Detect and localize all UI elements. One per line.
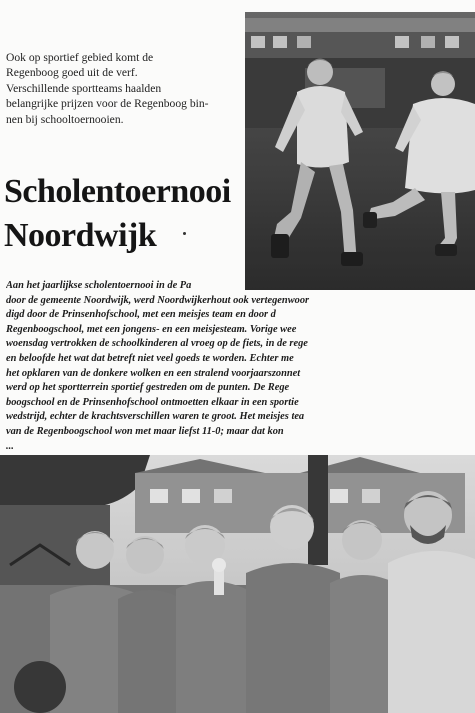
soccer-girls-photo-image [245,12,475,290]
soccer-girls-photo [245,12,475,290]
article-line: werd op het sportterrein sportief gestreden om de punten. De Rege [6,382,290,394]
decorative-dot [183,232,186,235]
article-line: ... [6,440,14,452]
headline-line-1: Scholentoernooi [4,173,231,210]
team-photo [0,455,475,713]
headline-line-2: Noordwijk [4,217,157,254]
article-line: woensdag vertrokken de schoolkinderen al vroeg op de fiets, in de rege [6,338,308,350]
intro-line: Regenboog goed uit de verf. [6,66,138,80]
intro-line: nen bij schooltoernooien. [6,112,124,126]
article-line: door de gemeente Noordwijk, werd Noordwijkerhout ook vertegenwoor [6,294,310,306]
article-line: het opklaren van de donkere wolken en een stralend voorjaarszonnet [6,367,301,379]
intro-line: Verschillende sportteams haalden [6,81,162,95]
article-line: en beloofde het wat dat betreft niet veel goeds te worden. Echter me [6,352,294,364]
article-line: Regenboogschool, met een jongens- en een meisjesteam. Vorige wee [6,323,297,335]
intro-line: belangrijke prijzen voor de Regenboog bin- [6,97,209,111]
article-line: Aan het jaarlijkse scholentoernooi in de Pa [6,280,192,291]
team-photo-image [0,455,475,713]
article-line: van de Regenboogschool won met maar liefst 11-0; maar dat kon [6,425,284,437]
article-line: boogschool en de Prinsenhofschool ontmoetten elkaar in een sportie [6,396,299,408]
article-line: wedstrijd, echter de krachtsverschillen waren te groot. Het meisjes tea [6,411,305,423]
article-line: digd door de Prinsenhofschool, met een meisjes team en door d [6,309,276,321]
intro-line: Ook op sportief gebied komt de [6,51,154,64]
article-body [6,279,475,455]
intro-paragraph [6,50,238,127]
article-headline [4,170,244,258]
